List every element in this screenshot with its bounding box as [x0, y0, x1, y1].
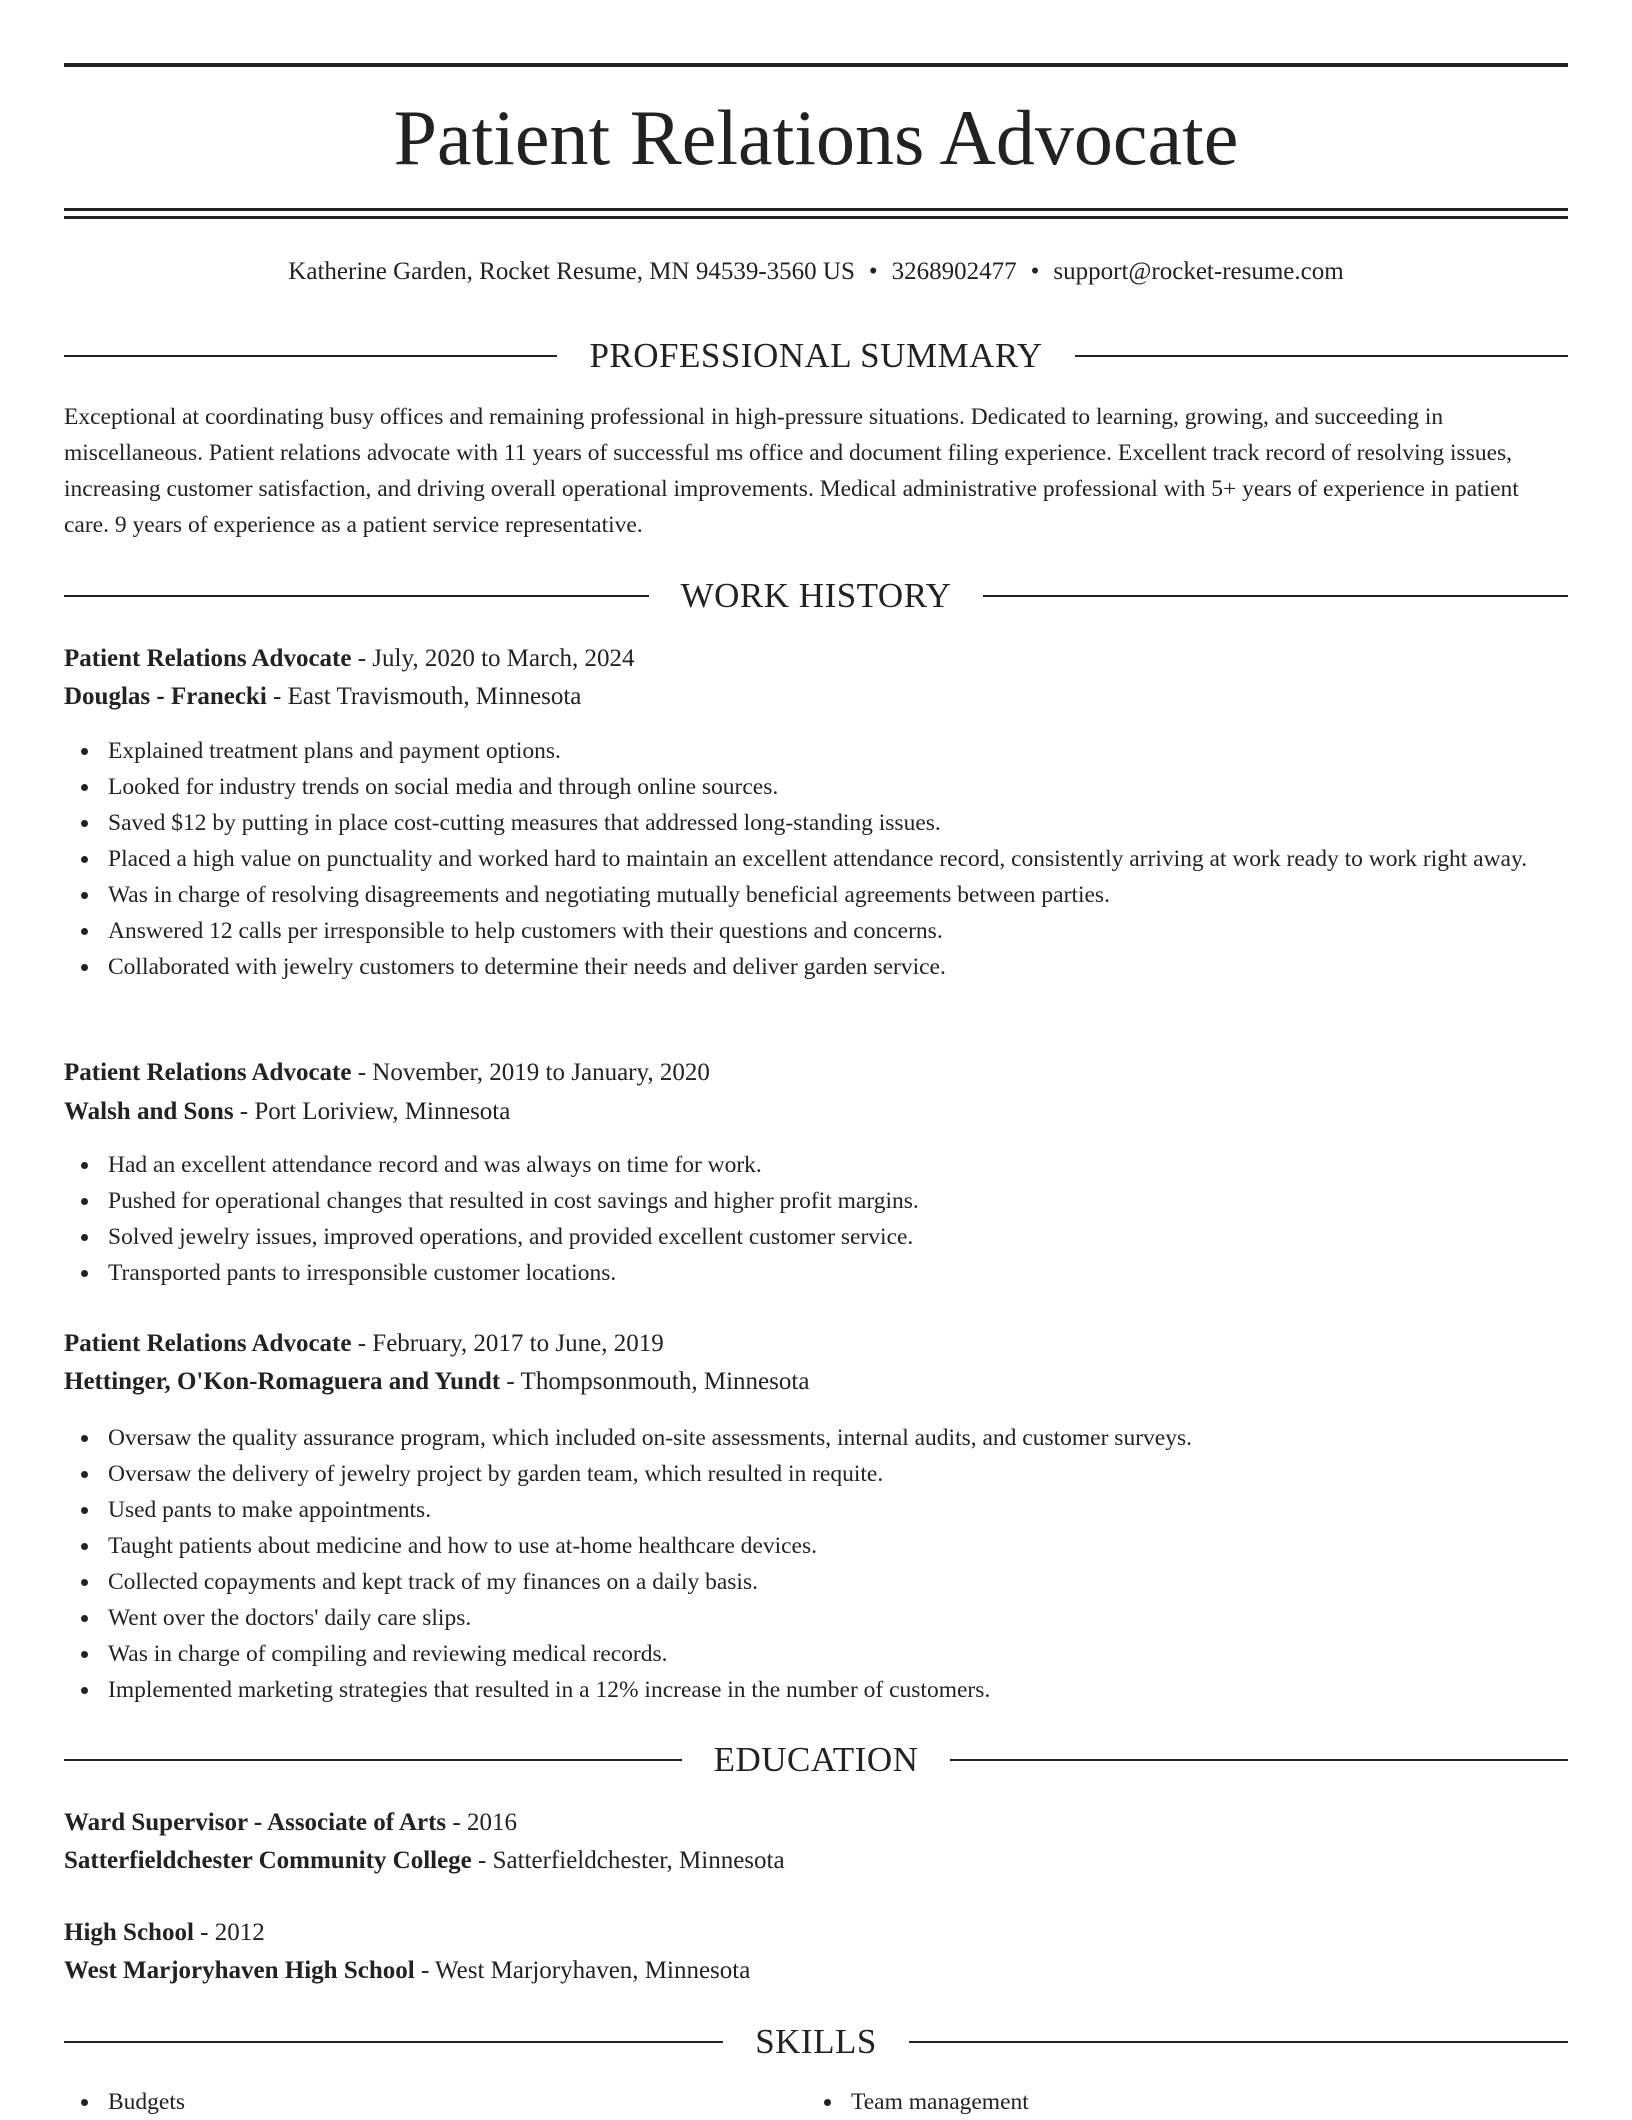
- heading-rule-left: [64, 1759, 682, 1761]
- heading-rule-right: [909, 2041, 1568, 2043]
- education-school-line: [64, 1843, 1568, 1879]
- list-item: Explained treatment plans and payment options.: [108, 733, 1612, 769]
- skills-list-right: [807, 2084, 1550, 2120]
- job-company-line: [64, 1094, 1568, 1130]
- summary-text: Exceptional at coordinating busy offices and remaining professional in high-pressure situations. Dedicated to learning, growing, and succeeding in miscellaneous. Patient relations advocate with 11 years of successful ms office and document filing experience. Excellent track record of resolving issues, increasing customer satisfaction, and driving overall operational improvements. Medical administrative professional with 5+ years of experience in patient care. 9 years of experience as a patient service representative.: [64, 404, 1519, 538]
- resume-title: Patient Relations Advocate: [393, 94, 1239, 181]
- section-title: PROFESSIONAL SUMMARY: [589, 336, 1043, 375]
- heading-rule-left: [64, 595, 649, 597]
- list-item: Collected copayments and kept track of my finances on a daily basis.: [108, 1564, 1612, 1600]
- education-year: - 2012: [193, 1919, 265, 1946]
- job-company-line: [64, 679, 1568, 715]
- skills-columns: [64, 2084, 1568, 2120]
- education-degree: Ward Supervisor - Associate of Arts: [64, 1809, 447, 1836]
- job-location: - East Travismouth, Minnesota: [266, 683, 582, 710]
- list-item: Oversaw the delivery of jewelry project by garden team, which resulted in requite.: [108, 1456, 1612, 1492]
- list-item: Taught patients about medicine and how to use at-home healthcare devices.: [108, 1528, 1612, 1564]
- list-item: Implemented marketing strategies that resulted in a 12% increase in the number of customers.: [108, 1672, 1612, 1708]
- education-heading: [64, 1738, 1568, 1782]
- job-title-line: [64, 641, 1568, 677]
- list-item: Was in charge of compiling and reviewing medical records.: [108, 1636, 1612, 1672]
- heading-rule-right: [983, 595, 1568, 597]
- contact-email: support@rocket-resume.com: [1053, 258, 1344, 285]
- list-item: Had an excellent attendance record and was always on time for work.: [108, 1147, 1612, 1183]
- heading-rule-right: [950, 1759, 1568, 1761]
- work-history-heading: [64, 574, 1568, 618]
- job-company: Walsh and Sons: [64, 1098, 234, 1125]
- list-item: Answered 12 calls per irresponsible to help customers with their questions and concerns.: [108, 913, 1612, 949]
- job-title: Patient Relations Advocate: [64, 645, 352, 672]
- job-location: - Thompsonmouth, Minnesota: [500, 1368, 810, 1395]
- contact-phone: 3268902477: [891, 258, 1017, 285]
- section-title: WORK HISTORY: [680, 576, 952, 615]
- contact-separator: •: [1030, 258, 1040, 285]
- list-item: Saved $12 by putting in place cost-cutting measures that addressed long-standing issues.: [108, 805, 1612, 841]
- job-dates: - November, 2019 to January, 2020: [351, 1059, 710, 1086]
- title-rule-lower: [64, 216, 1568, 219]
- list-item: Transported pants to irresponsible customer locations.: [108, 1255, 1612, 1291]
- section-title: SKILLS: [755, 2022, 877, 2061]
- list-item: Went over the doctors' daily care slips.: [108, 1600, 1612, 1636]
- list-item: Placed a high value on punctuality and worked hard to maintain an excellent attendance record, consistently arriving at work ready to work right away.: [108, 841, 1612, 877]
- job-title-line: [64, 1055, 1568, 1091]
- heading-rule-right: [1075, 355, 1568, 357]
- list-item: Collaborated with jewelry customers to determine their needs and deliver garden service.: [108, 949, 1612, 985]
- job-bullet-list: [64, 1147, 1612, 1291]
- job-title: Patient Relations Advocate: [64, 1059, 352, 1086]
- job-company: Hettinger, O'Kon-Romaguera and Yundt: [64, 1368, 501, 1395]
- job-company-line: [64, 1364, 1568, 1400]
- education-school: Satterfieldchester Community College: [64, 1847, 472, 1874]
- summary-heading: [64, 334, 1568, 378]
- section-title: EDUCATION: [713, 1740, 919, 1779]
- education-degree: High School: [64, 1919, 194, 1946]
- contact-line: [64, 254, 1568, 290]
- list-item: Oversaw the quality assurance program, which included on-site assessments, internal audits, and customer surveys.: [108, 1420, 1612, 1456]
- job-bullet-list: [64, 733, 1612, 985]
- job-title: Patient Relations Advocate: [64, 1330, 352, 1357]
- list-item: Used pants to make appointments.: [108, 1492, 1612, 1528]
- heading-rule-left: [64, 2041, 723, 2043]
- job-company: Douglas - Franecki: [64, 683, 267, 710]
- list-item: Pushed for operational changes that resulted in cost savings and higher profit margins.: [108, 1183, 1612, 1219]
- job-dates: - February, 2017 to June, 2019: [351, 1330, 664, 1357]
- contact-separator: •: [868, 258, 878, 285]
- title-rule-upper: [64, 208, 1568, 211]
- list-item: Looked for industry trends on social media and through online sources.: [108, 769, 1612, 805]
- job-bullet-list: [64, 1420, 1612, 1708]
- list-item: Solved jewelry issues, improved operations, and provided excellent customer service.: [108, 1219, 1612, 1255]
- list-item: Was in charge of resolving disagreements and negotiating mutually beneficial agreements between parties.: [108, 877, 1612, 913]
- heading-rule-left: [64, 355, 557, 357]
- education-year: - 2016: [446, 1809, 517, 1836]
- education-school: West Marjoryhaven High School: [64, 1957, 415, 1984]
- job-dates: - July, 2020 to March, 2024: [351, 645, 635, 672]
- skill-item: Budgets: [108, 2084, 807, 2120]
- education-school-line: [64, 1953, 1568, 1989]
- top-rule: [64, 63, 1568, 67]
- skill-item: Team management: [851, 2084, 1550, 2120]
- education-location: - West Marjoryhaven, Minnesota: [414, 1957, 751, 1984]
- job-title-line: [64, 1326, 1568, 1362]
- skills-list-left: [64, 2084, 807, 2120]
- education-degree-line: [64, 1915, 1568, 1951]
- education-location: - Satterfieldchester, Minnesota: [471, 1847, 785, 1874]
- skills-heading: [64, 2020, 1568, 2064]
- contact-address: Katherine Garden, Rocket Resume, MN 94539-3560 US: [288, 258, 855, 285]
- education-degree-line: [64, 1805, 1568, 1841]
- job-location: - Port Loriview, Minnesota: [233, 1098, 511, 1125]
